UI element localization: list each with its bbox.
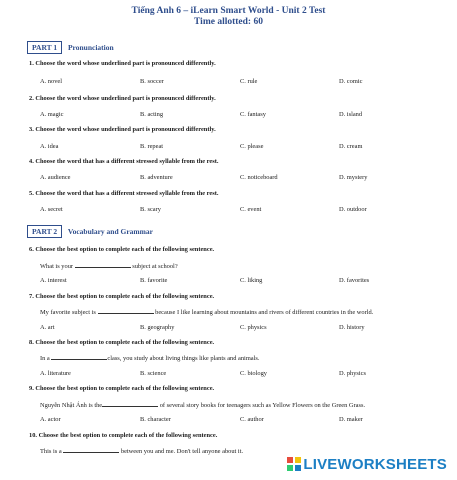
q1-option-b[interactable]: B. soccer bbox=[140, 78, 164, 85]
q6-sentence: What is your subject at school? bbox=[40, 263, 178, 270]
part-title: Vocabulary and Grammar bbox=[67, 227, 153, 236]
q5-option-d[interactable]: D. outdoor bbox=[339, 206, 367, 213]
answer-blank[interactable] bbox=[63, 446, 119, 453]
q9-sentence: Nguyễn Nhật Ánh is the of several story books for teenagers such as Yellow Flowers on the Green Grass. bbox=[40, 402, 366, 409]
q3-option-a[interactable]: A. idea bbox=[40, 143, 59, 150]
question-8: 8. Choose the best option to complete each of the following sentence. bbox=[29, 339, 215, 346]
q5-option-a[interactable]: A. secret bbox=[40, 206, 63, 213]
part-2-header bbox=[27, 225, 153, 238]
q6-option-d[interactable]: D. favorites bbox=[339, 277, 370, 284]
question-1: 1. Choose the word whose underlined part is pronounced differently. bbox=[29, 60, 216, 67]
answer-blank[interactable] bbox=[51, 353, 107, 360]
q1-option-c[interactable]: C. rule bbox=[240, 78, 258, 85]
liveworksheets-logo-icon bbox=[287, 457, 301, 471]
q8-option-a[interactable]: A. literature bbox=[40, 370, 71, 377]
q4-option-d[interactable]: D. mystery bbox=[339, 174, 368, 181]
question-7: 7. Choose the best option to complete each of the following sentence. bbox=[29, 293, 215, 300]
time-allotted: Time allotted: 60 bbox=[194, 17, 263, 27]
q2-option-c[interactable]: C. fantasy bbox=[240, 111, 266, 118]
q1-option-d[interactable]: D. comic bbox=[339, 78, 363, 85]
q7-option-d[interactable]: D. history bbox=[339, 324, 365, 331]
q6-option-b[interactable]: B. favorite bbox=[140, 277, 168, 284]
q9-option-a[interactable]: A. actor bbox=[40, 416, 61, 423]
liveworksheets-logo: LIVEWORKSHEETS bbox=[303, 456, 447, 473]
q8-option-c[interactable]: C. biology bbox=[240, 370, 267, 377]
answer-blank[interactable] bbox=[75, 261, 131, 268]
q6-option-a[interactable]: A. interest bbox=[40, 277, 67, 284]
q7-option-b[interactable]: B. geography bbox=[140, 324, 175, 331]
q3-option-d[interactable]: D. cream bbox=[339, 143, 363, 150]
question-5: 5. Choose the word that has a different stressed syllable from the rest. bbox=[29, 190, 219, 197]
q4-option-a[interactable]: A. audience bbox=[40, 174, 71, 181]
q7-sentence: My favorite subject is because I like learning about mountains and rivers of different countries in the world. bbox=[40, 309, 374, 316]
q8-option-d[interactable]: D. physics bbox=[339, 370, 366, 377]
page-title: Tiếng Anh 6 – iLearn Smart World - Unit 2 Test bbox=[131, 6, 326, 16]
question-2: 2. Choose the word whose underlined part is pronounced differently. bbox=[29, 95, 216, 102]
question-3: 3. Choose the word whose underlined part is pronounced differently. bbox=[29, 126, 216, 133]
q3-option-c[interactable]: C. please bbox=[240, 143, 264, 150]
q8-sentence: In a class, you study about living things like plants and animals. bbox=[40, 355, 260, 362]
q4-option-c[interactable]: C. noticeboard bbox=[240, 174, 278, 181]
answer-blank[interactable] bbox=[102, 400, 158, 407]
q9-option-d[interactable]: D. maker bbox=[339, 416, 363, 423]
part-1-header bbox=[27, 41, 114, 54]
part-label: PART 2 bbox=[27, 225, 62, 238]
q10-sentence: This is a between you and me. Don't tell anyone about it. bbox=[40, 448, 244, 455]
q9-option-c[interactable]: C. author bbox=[240, 416, 264, 423]
q2-option-a[interactable]: A. magic bbox=[40, 111, 64, 118]
q7-option-c[interactable]: C. physics bbox=[240, 324, 267, 331]
q5-option-c[interactable]: C. event bbox=[240, 206, 262, 213]
q2-option-d[interactable]: D. island bbox=[339, 111, 363, 118]
q5-option-b[interactable]: B. scary bbox=[140, 206, 161, 213]
q9-option-b[interactable]: B. character bbox=[140, 416, 171, 423]
q3-option-b[interactable]: B. repeat bbox=[140, 143, 164, 150]
q2-option-b[interactable]: B. acting bbox=[140, 111, 164, 118]
q6-option-c[interactable]: C. liking bbox=[240, 277, 263, 284]
q4-option-b[interactable]: B. adventure bbox=[140, 174, 173, 181]
q8-option-b[interactable]: B. science bbox=[140, 370, 167, 377]
q7-option-a[interactable]: A. art bbox=[40, 324, 55, 331]
part-label: PART 1 bbox=[27, 41, 62, 54]
question-6: 6. Choose the best option to complete each of the following sentence. bbox=[29, 246, 215, 253]
question-10: 10. Choose the best option to complete each of the following sentence. bbox=[29, 432, 218, 439]
question-9: 9. Choose the best option to complete each of the following sentence. bbox=[29, 385, 215, 392]
part-title: Pronunciation bbox=[67, 43, 114, 52]
answer-blank[interactable] bbox=[98, 307, 154, 314]
q1-option-a[interactable]: A. novel bbox=[40, 78, 63, 85]
question-4: 4. Choose the word that has a different stressed syllable from the rest. bbox=[29, 158, 219, 165]
